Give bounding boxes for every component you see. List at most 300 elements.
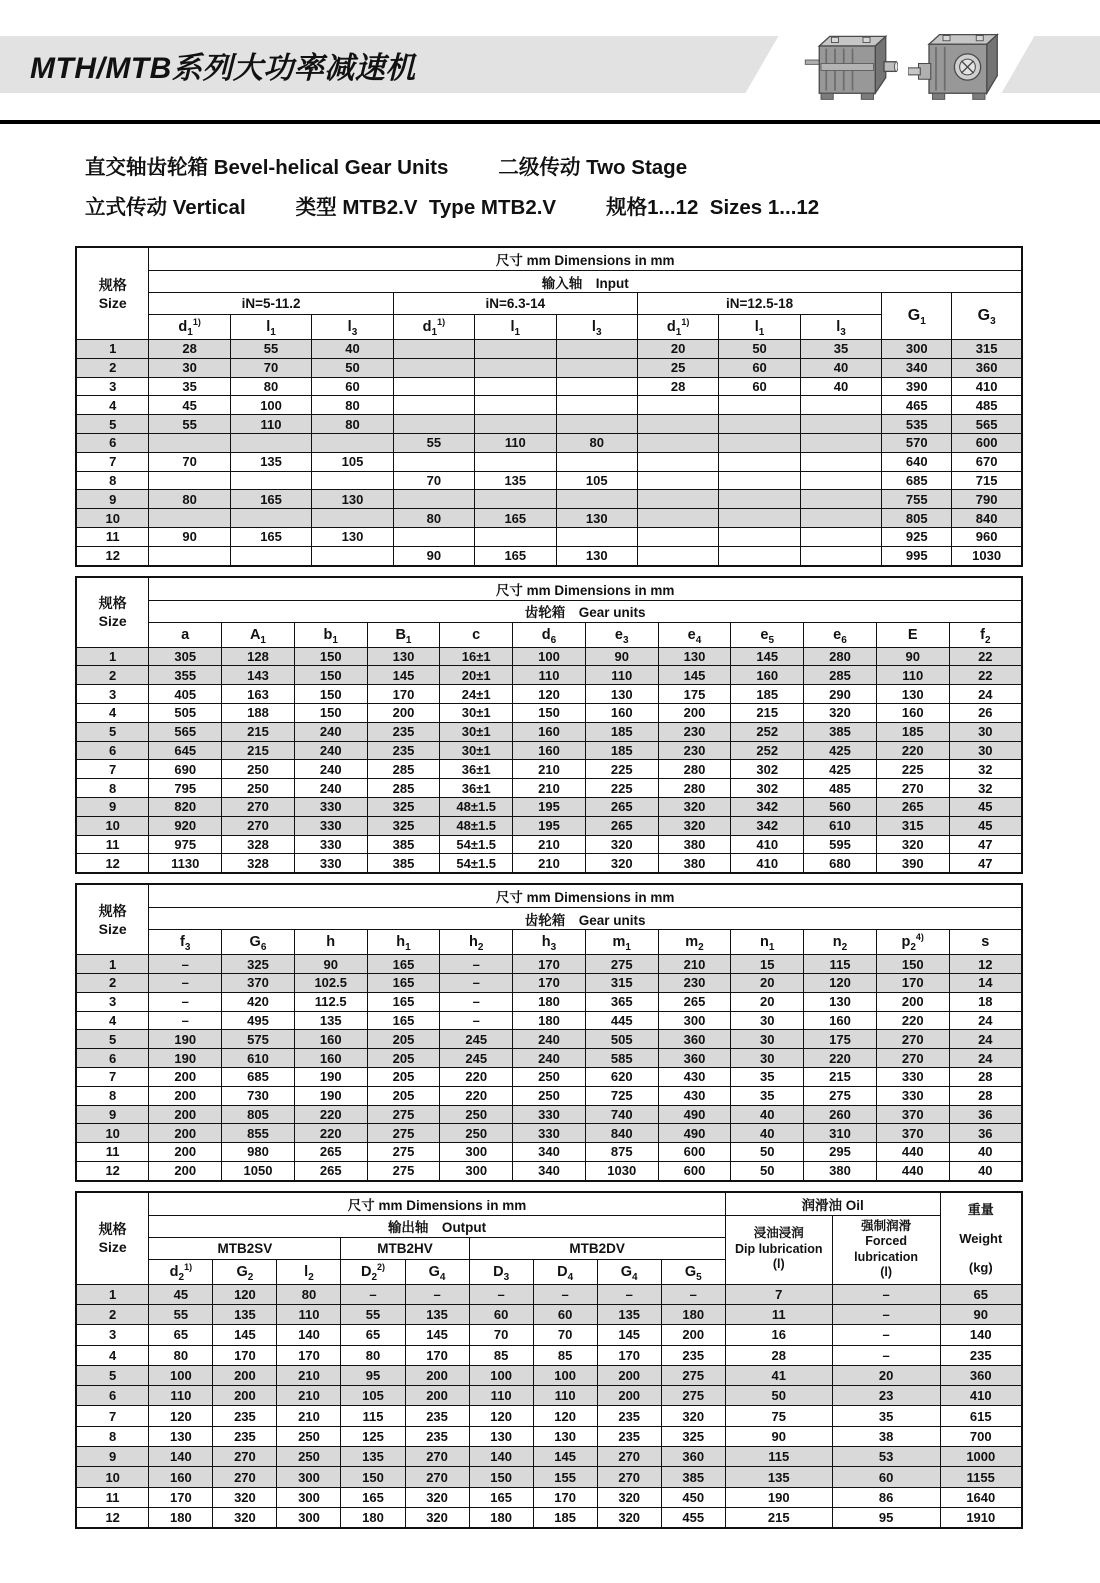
- value-cell: 60: [719, 377, 800, 396]
- value-cell: 90: [294, 955, 367, 974]
- value-cell: 54±1.5: [440, 835, 513, 854]
- value-cell: 70: [393, 471, 474, 490]
- value-cell: 28: [949, 1067, 1022, 1086]
- value-cell: 610: [804, 816, 877, 835]
- value-cell: 360: [658, 1049, 731, 1068]
- value-cell: 128: [222, 647, 295, 666]
- table-row: [76, 1426, 1022, 1446]
- value-cell: 25: [637, 358, 718, 377]
- value-cell: 200: [149, 1067, 222, 1086]
- value-cell: –: [597, 1284, 661, 1304]
- value-cell: [719, 509, 800, 528]
- value-cell: 215: [222, 741, 295, 760]
- header-line: (l): [772, 1257, 785, 1272]
- table-row: [76, 1345, 1022, 1365]
- value-cell: 165: [367, 992, 440, 1011]
- value-cell: [719, 471, 800, 490]
- value-cell: 240: [294, 779, 367, 798]
- value-cell: 165: [230, 527, 311, 546]
- value-cell: 485: [804, 779, 877, 798]
- value-cell: 130: [312, 490, 393, 509]
- value-cell: [393, 415, 474, 434]
- value-cell: [230, 471, 311, 490]
- size-label-line: 规格: [98, 276, 127, 293]
- value-cell: [556, 490, 637, 509]
- value-cell: [149, 433, 230, 452]
- value-cell: [475, 490, 556, 509]
- value-cell: 670: [952, 452, 1022, 471]
- value-cell: 320: [804, 703, 877, 722]
- size-cell: 8: [76, 471, 149, 490]
- value-cell: 302: [731, 760, 804, 779]
- column-header: $D_4$: [533, 1259, 597, 1284]
- column-header: $d_1^{1)}$: [149, 315, 230, 340]
- value-cell: 120: [533, 1406, 597, 1426]
- value-cell: 300: [440, 1143, 513, 1162]
- table-row: [76, 1406, 1022, 1426]
- value-cell: 275: [367, 1161, 440, 1180]
- value-cell: 160: [513, 741, 586, 760]
- column-header: iN=12.5-18: [637, 293, 881, 315]
- value-cell: 28: [725, 1345, 832, 1365]
- value-cell: 80: [312, 396, 393, 415]
- value-cell: 130: [312, 527, 393, 546]
- value-cell: 135: [405, 1304, 469, 1324]
- value-cell: 135: [294, 1011, 367, 1030]
- value-cell: 320: [585, 854, 658, 873]
- table-row: [76, 722, 1022, 741]
- value-cell: 35: [800, 340, 881, 359]
- value-cell: 105: [312, 452, 393, 471]
- size-cell: 1: [76, 647, 149, 666]
- value-cell: 265: [294, 1161, 367, 1180]
- value-cell: [393, 452, 474, 471]
- header-banner: [0, 36, 1100, 93]
- value-cell: 275: [367, 1124, 440, 1143]
- value-cell: [475, 527, 556, 546]
- header-row: [76, 908, 1022, 930]
- value-cell: [637, 471, 718, 490]
- value-cell: 960: [952, 527, 1022, 546]
- value-cell: 270: [405, 1467, 469, 1487]
- value-cell: 145: [658, 666, 731, 685]
- value-cell: 230: [658, 973, 731, 992]
- table-row: [76, 509, 1022, 528]
- value-cell: 60: [312, 377, 393, 396]
- size-cell: 3: [76, 1325, 149, 1345]
- value-cell: [556, 358, 637, 377]
- table-row: [76, 1487, 1022, 1507]
- value-cell: 36±1: [440, 760, 513, 779]
- size-cell: 3: [76, 992, 149, 1011]
- header-row: [76, 600, 1022, 622]
- value-cell: 180: [341, 1507, 405, 1528]
- column-header: $h_3$: [513, 930, 586, 955]
- value-cell: 265: [658, 992, 731, 1011]
- value-cell: 115: [725, 1447, 832, 1467]
- value-cell: 370: [876, 1105, 949, 1124]
- value-cell: 325: [661, 1426, 725, 1446]
- column-header: $h_1$: [367, 930, 440, 955]
- value-cell: [393, 490, 474, 509]
- value-cell: 790: [952, 490, 1022, 509]
- value-cell: 200: [597, 1386, 661, 1406]
- size-cell: 5: [76, 1365, 149, 1385]
- size-label-line: Size: [98, 1239, 127, 1256]
- value-cell: [475, 358, 556, 377]
- value-cell: 90: [393, 546, 474, 565]
- value-cell: 110: [230, 415, 311, 434]
- size-cell: 10: [76, 816, 149, 835]
- value-cell: 245: [440, 1049, 513, 1068]
- value-cell: [312, 433, 393, 452]
- value-cell: 690: [149, 760, 222, 779]
- value-cell: 575: [222, 1030, 295, 1049]
- value-cell: 24: [949, 1011, 1022, 1030]
- table-row: [76, 1467, 1022, 1487]
- value-cell: 210: [513, 779, 586, 798]
- value-cell: 235: [213, 1406, 277, 1426]
- column-header: $e_6$: [804, 622, 877, 647]
- value-cell: –: [440, 955, 513, 974]
- size-cell: 2: [76, 666, 149, 685]
- value-cell: 60: [469, 1304, 533, 1324]
- value-cell: [637, 452, 718, 471]
- value-cell: 20±1: [440, 666, 513, 685]
- value-cell: 560: [804, 797, 877, 816]
- size-cell: 7: [76, 1067, 149, 1086]
- value-cell: [800, 490, 881, 509]
- value-cell: 38: [832, 1426, 940, 1446]
- value-cell: 130: [556, 546, 637, 565]
- value-cell: 50: [312, 358, 393, 377]
- column-header: $f_3$: [149, 930, 222, 955]
- size-cell: 6: [76, 1386, 149, 1406]
- value-cell: 65: [940, 1284, 1022, 1304]
- column-header: $G_1$: [882, 293, 952, 340]
- value-cell: 305: [149, 647, 222, 666]
- value-cell: 328: [222, 854, 295, 873]
- value-cell: 250: [222, 779, 295, 798]
- value-cell: 390: [882, 377, 952, 396]
- value-cell: 320: [585, 835, 658, 854]
- value-cell: 265: [876, 797, 949, 816]
- header-row: [76, 1192, 1022, 1216]
- value-cell: 1000: [940, 1447, 1022, 1467]
- table-row: [76, 703, 1022, 722]
- value-cell: –: [832, 1284, 940, 1304]
- value-cell: 55: [393, 433, 474, 452]
- value-cell: [637, 433, 718, 452]
- value-cell: 165: [469, 1487, 533, 1507]
- table-row: [76, 1143, 1022, 1162]
- value-cell: 195: [513, 816, 586, 835]
- value-cell: 342: [731, 816, 804, 835]
- value-cell: 41: [725, 1365, 832, 1385]
- header-row: [76, 930, 1022, 955]
- value-cell: 70: [230, 358, 311, 377]
- value-cell: 235: [367, 722, 440, 741]
- value-cell: 1155: [940, 1467, 1022, 1487]
- value-cell: 210: [277, 1406, 341, 1426]
- value-cell: –: [832, 1325, 940, 1345]
- header-line: (l): [880, 1265, 893, 1280]
- value-cell: 36: [949, 1105, 1022, 1124]
- column-header: $G_4$: [405, 1259, 469, 1284]
- value-cell: 205: [367, 1086, 440, 1105]
- table-row: [76, 1067, 1022, 1086]
- size-cell: 11: [76, 835, 149, 854]
- gearbox-flange-shaft-photo-icon: [908, 21, 1006, 113]
- value-cell: 80: [556, 433, 637, 452]
- value-cell: 340: [513, 1161, 586, 1180]
- value-cell: 320: [658, 816, 731, 835]
- value-cell: 188: [222, 703, 295, 722]
- value-cell: 330: [876, 1086, 949, 1105]
- output-shaft-oil-weight-table: [75, 1191, 1023, 1530]
- value-cell: 565: [149, 722, 222, 741]
- value-cell: 100: [513, 647, 586, 666]
- value-cell: 125: [341, 1426, 405, 1446]
- value-cell: 210: [513, 854, 586, 873]
- value-cell: 200: [367, 703, 440, 722]
- value-cell: 80: [230, 377, 311, 396]
- value-cell: 325: [222, 955, 295, 974]
- value-cell: 170: [277, 1345, 341, 1365]
- column-header: $A_1$: [222, 622, 295, 647]
- value-cell: 53: [832, 1447, 940, 1467]
- value-cell: 700: [940, 1426, 1022, 1446]
- value-cell: 165: [367, 973, 440, 992]
- value-cell: 330: [294, 816, 367, 835]
- value-cell: 100: [149, 1365, 213, 1385]
- value-cell: 190: [294, 1086, 367, 1105]
- product-photos: [800, 21, 1006, 113]
- value-cell: 170: [513, 973, 586, 992]
- value-cell: 310: [804, 1124, 877, 1143]
- table-row: [76, 471, 1022, 490]
- table-row: [76, 1124, 1022, 1143]
- value-cell: 30±1: [440, 741, 513, 760]
- value-cell: 565: [952, 415, 1022, 434]
- size-cell: 3: [76, 377, 149, 396]
- column-header: 润滑油 Oil: [725, 1192, 940, 1216]
- value-cell: 16±1: [440, 647, 513, 666]
- value-cell: –: [440, 1011, 513, 1030]
- value-cell: 495: [222, 1011, 295, 1030]
- value-cell: 440: [876, 1161, 949, 1180]
- value-cell: 250: [277, 1426, 341, 1446]
- value-cell: 275: [367, 1143, 440, 1162]
- value-cell: 215: [222, 722, 295, 741]
- value-cell: 165: [367, 1011, 440, 1030]
- subtitle-line-1: [85, 148, 1100, 188]
- value-cell: 80: [341, 1345, 405, 1365]
- value-cell: 360: [952, 358, 1022, 377]
- value-cell: 505: [585, 1030, 658, 1049]
- value-cell: 45: [149, 1284, 213, 1304]
- value-cell: 490: [658, 1105, 731, 1124]
- subtitle-segment: 立式传动 Vertical: [85, 196, 246, 219]
- column-header: 尺寸 mm Dimensions in mm: [149, 884, 1022, 908]
- value-cell: –: [405, 1284, 469, 1304]
- column-header: $l_1$: [230, 315, 311, 340]
- size-cell: 5: [76, 1030, 149, 1049]
- value-cell: 1910: [940, 1507, 1022, 1528]
- value-cell: 90: [876, 647, 949, 666]
- column-header: MTB2SV: [149, 1237, 341, 1259]
- value-cell: 185: [731, 685, 804, 704]
- size-cell: 4: [76, 396, 149, 415]
- value-cell: 235: [405, 1426, 469, 1446]
- value-cell: 36: [949, 1124, 1022, 1143]
- value-cell: 280: [658, 779, 731, 798]
- value-cell: 50: [719, 340, 800, 359]
- value-cell: 170: [597, 1345, 661, 1365]
- value-cell: 220: [440, 1067, 513, 1086]
- value-cell: 30: [731, 1011, 804, 1030]
- value-cell: 150: [513, 703, 586, 722]
- header-row: [76, 577, 1022, 601]
- value-cell: 300: [882, 340, 952, 359]
- header-line: 浸油浸润: [753, 1226, 804, 1241]
- value-cell: 275: [585, 955, 658, 974]
- value-cell: 245: [440, 1030, 513, 1049]
- value-cell: 370: [222, 973, 295, 992]
- value-cell: 35: [731, 1086, 804, 1105]
- value-cell: [556, 340, 637, 359]
- value-cell: 24: [949, 685, 1022, 704]
- table-row: [76, 1325, 1022, 1345]
- size-cell: 2: [76, 1304, 149, 1324]
- value-cell: 85: [469, 1345, 533, 1365]
- value-cell: 175: [804, 1030, 877, 1049]
- value-cell: 145: [405, 1325, 469, 1345]
- column-header: [832, 1215, 940, 1284]
- table-row: [76, 433, 1022, 452]
- value-cell: 455: [661, 1507, 725, 1528]
- value-cell: 7: [725, 1284, 832, 1304]
- value-cell: 135: [725, 1467, 832, 1487]
- value-cell: 325: [367, 797, 440, 816]
- value-cell: 270: [405, 1447, 469, 1467]
- value-cell: 130: [585, 685, 658, 704]
- value-cell: 250: [440, 1124, 513, 1143]
- value-cell: 410: [952, 377, 1022, 396]
- header-row: [76, 884, 1022, 908]
- value-cell: 32: [949, 779, 1022, 798]
- value-cell: 110: [876, 666, 949, 685]
- value-cell: 205: [367, 1030, 440, 1049]
- size-cell: 11: [76, 1143, 149, 1162]
- value-cell: 685: [222, 1067, 295, 1086]
- table-row: [76, 955, 1022, 974]
- value-cell: 150: [294, 666, 367, 685]
- value-cell: 100: [469, 1365, 533, 1385]
- value-cell: –: [832, 1345, 940, 1365]
- value-cell: 360: [940, 1365, 1022, 1385]
- table-row: [76, 340, 1022, 359]
- header-row: [76, 622, 1022, 647]
- column-header: $n_2$: [804, 930, 877, 955]
- value-cell: 50: [725, 1386, 832, 1406]
- table-row: [76, 666, 1022, 685]
- subtitle-segment: 直交轴齿轮箱 Bevel-helical Gear Units: [85, 156, 449, 179]
- value-cell: –: [533, 1284, 597, 1304]
- value-cell: 340: [882, 358, 952, 377]
- table-row: [76, 1161, 1022, 1180]
- value-cell: 200: [658, 703, 731, 722]
- value-cell: 975: [149, 835, 222, 854]
- value-cell: 190: [149, 1030, 222, 1049]
- table-row: [76, 452, 1022, 471]
- value-cell: [719, 452, 800, 471]
- value-cell: 840: [952, 509, 1022, 528]
- value-cell: 12: [949, 955, 1022, 974]
- value-cell: [475, 340, 556, 359]
- value-cell: 250: [277, 1447, 341, 1467]
- column-header: $G_6$: [222, 930, 295, 955]
- value-cell: 380: [804, 1161, 877, 1180]
- value-cell: 165: [341, 1487, 405, 1507]
- value-cell: 80: [312, 415, 393, 434]
- value-cell: 300: [277, 1467, 341, 1487]
- value-cell: [556, 396, 637, 415]
- column-header: MTB2HV: [341, 1237, 469, 1259]
- value-cell: 160: [149, 1467, 213, 1487]
- size-label-line: Size: [98, 920, 127, 937]
- value-cell: 120: [469, 1406, 533, 1426]
- value-cell: 215: [725, 1507, 832, 1528]
- value-cell: 920: [149, 816, 222, 835]
- value-cell: 260: [804, 1105, 877, 1124]
- value-cell: 325: [367, 816, 440, 835]
- value-cell: 100: [230, 396, 311, 415]
- value-cell: 90: [725, 1426, 832, 1446]
- value-cell: 285: [367, 779, 440, 798]
- value-cell: [149, 471, 230, 490]
- value-cell: 195: [513, 797, 586, 816]
- value-cell: 270: [222, 816, 295, 835]
- size-cell: 8: [76, 1086, 149, 1105]
- value-cell: 215: [804, 1067, 877, 1086]
- value-cell: 175: [658, 685, 731, 704]
- value-cell: 600: [952, 433, 1022, 452]
- value-cell: 315: [876, 816, 949, 835]
- value-cell: 140: [149, 1447, 213, 1467]
- column-header: 尺寸 mm Dimensions in mm: [149, 247, 1022, 271]
- size-column-header: [76, 577, 149, 648]
- value-cell: 200: [149, 1124, 222, 1143]
- value-cell: 170: [533, 1487, 597, 1507]
- header-row: [76, 1215, 1022, 1237]
- column-header: [940, 1192, 1022, 1285]
- value-cell: 200: [213, 1365, 277, 1385]
- value-cell: 200: [661, 1325, 725, 1345]
- value-cell: 370: [876, 1124, 949, 1143]
- value-cell: 235: [597, 1406, 661, 1426]
- value-cell: 200: [405, 1365, 469, 1385]
- value-cell: 265: [294, 1143, 367, 1162]
- size-cell: 10: [76, 509, 149, 528]
- value-cell: 275: [367, 1105, 440, 1124]
- value-cell: 252: [731, 741, 804, 760]
- value-cell: 30±1: [440, 703, 513, 722]
- table-row: [76, 1011, 1022, 1030]
- value-cell: 24: [949, 1030, 1022, 1049]
- value-cell: 150: [294, 685, 367, 704]
- value-cell: 130: [469, 1426, 533, 1446]
